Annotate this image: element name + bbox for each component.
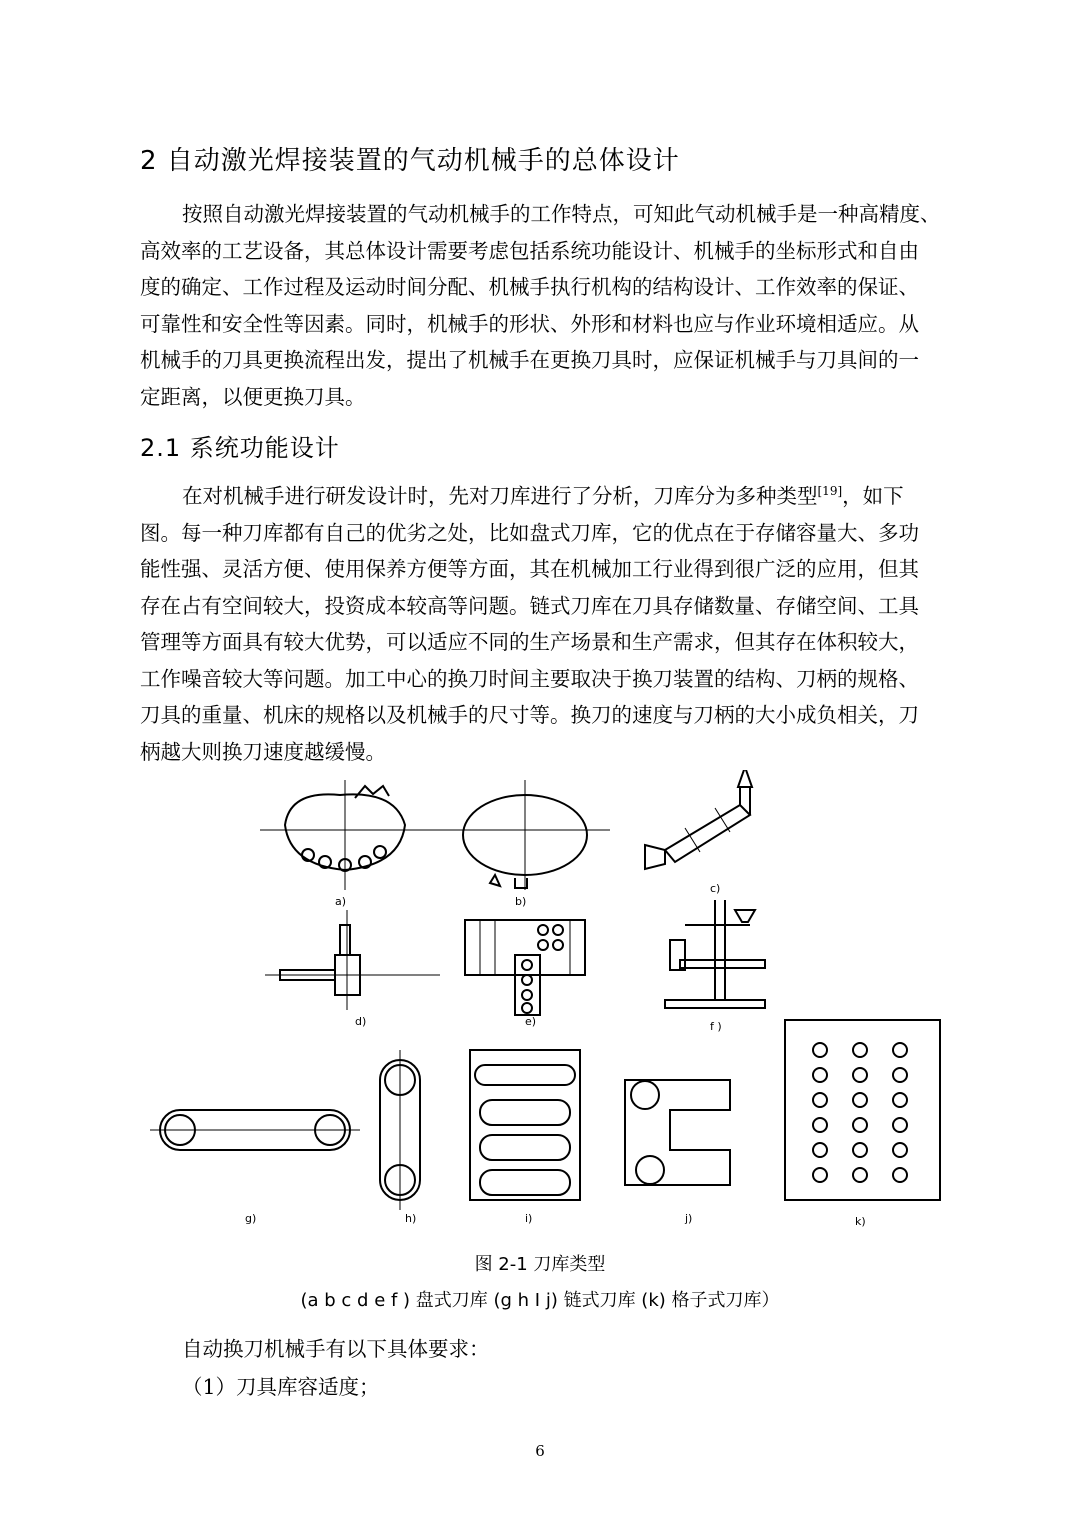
figure-caption: 图 2-1 刀库类型 <box>474 1254 606 1275</box>
figure-subcaption: (a b c d e f ) 盘式刀库 (g h I j) 链式刀库 (k) 格子式刀库） <box>300 1290 780 1311</box>
label-f: f ) <box>710 1020 722 1033</box>
label-b: b) <box>515 895 527 908</box>
subsection-heading: 2.1 系统功能设计 <box>140 434 340 462</box>
text-line: 工作噪音较大等问题。加工中心的换刀时间主要取决于换刀装置的结构、刀柄的规格、 <box>140 666 919 691</box>
diagram-j <box>625 1080 730 1185</box>
diagram-f <box>665 900 765 1008</box>
label-a: a) <box>335 895 347 908</box>
diagram-a <box>260 780 450 890</box>
text-line: 按照自动激光焊接装置的气动机械手的工作特点，可知此气动机械手是一种高精度、 <box>182 202 941 226</box>
label-i: i) <box>525 1212 533 1225</box>
requirements-intro: 自动换刀机械手有以下具体要求： <box>182 1337 490 1361</box>
text-line: 度的确定、工作过程及运动时间分配、机械手执行机构的结构设计、工作效率的保证、 <box>140 275 919 299</box>
label-e: e) <box>525 1015 537 1028</box>
diagram-k <box>785 1020 940 1200</box>
text-line: 高效率的工艺设备，其总体设计需要考虑包括系统功能设计、机械手的坐标形式和自由 <box>140 238 919 263</box>
tool-magazine-paragraph <box>140 478 940 770</box>
requirement-item: （1）刀具库容适度； <box>182 1375 380 1399</box>
text-line: 柄越大则换刀速度越缓慢。 <box>140 739 386 764</box>
text-line: 可靠性和安全性等因素。同时，机械手的形状、外形和材料也应与作业环境相适应。从 <box>140 311 919 336</box>
diagram-c <box>645 770 752 869</box>
label-d: d) <box>355 1015 367 1028</box>
text-line: 管理等方面具有较大优势，可以适应不同的生产场景和生产需求，但其存在体积较大， <box>140 630 919 654</box>
diagram-b <box>450 780 610 890</box>
text-line: 图。每一种刀库都有自己的优劣之处，比如盘式刀库，它的优点在于存储容量大、多功 <box>140 520 919 545</box>
label-k: k) <box>855 1215 866 1228</box>
text-line: 能性强、灵活方便、使用保养方便等方面，其在机械加工行业得到很广泛的应用，但其 <box>140 557 919 581</box>
page-number: 6 <box>535 1442 545 1460</box>
label-j: j) <box>685 1212 693 1225</box>
citation-ref: [19] <box>817 484 843 499</box>
diagram-g <box>150 1110 360 1150</box>
label-g: g) <box>245 1212 257 1225</box>
diagram-e <box>465 920 585 1015</box>
text-line: 机械手的刀具更换流程出发，提出了机械手在更换刀具时，应保证机械手与刀具间的一 <box>140 348 919 372</box>
text-line: 存在占有空间较大，投资成本较高等问题。链式刀库在刀具存储数量、存储空间、工具 <box>140 593 919 618</box>
diagram-i <box>470 1050 580 1200</box>
text-line: 刀具的重量、机床的规格以及机械手的尺寸等。换刀的速度与刀柄的大小成负相关，刀 <box>140 703 919 727</box>
section-heading: 2 自动激光焊接装置的气动机械手的总体设计 <box>140 146 680 176</box>
label-h: h) <box>405 1212 417 1225</box>
text-line: 定距离，以便更换刀具。 <box>140 384 366 409</box>
text-run: 在对机械手进行研发设计时，先对刀库进行了分析，刀库分为多种类型 <box>182 484 818 508</box>
diagram-d <box>265 910 440 1010</box>
label-c: c) <box>710 882 721 895</box>
diagram-h <box>380 1050 420 1210</box>
tool-magazine-figure <box>140 770 960 1240</box>
text-line <box>140 478 940 515</box>
intro-paragraph <box>140 196 940 415</box>
text-run: ，如下 <box>842 484 904 508</box>
